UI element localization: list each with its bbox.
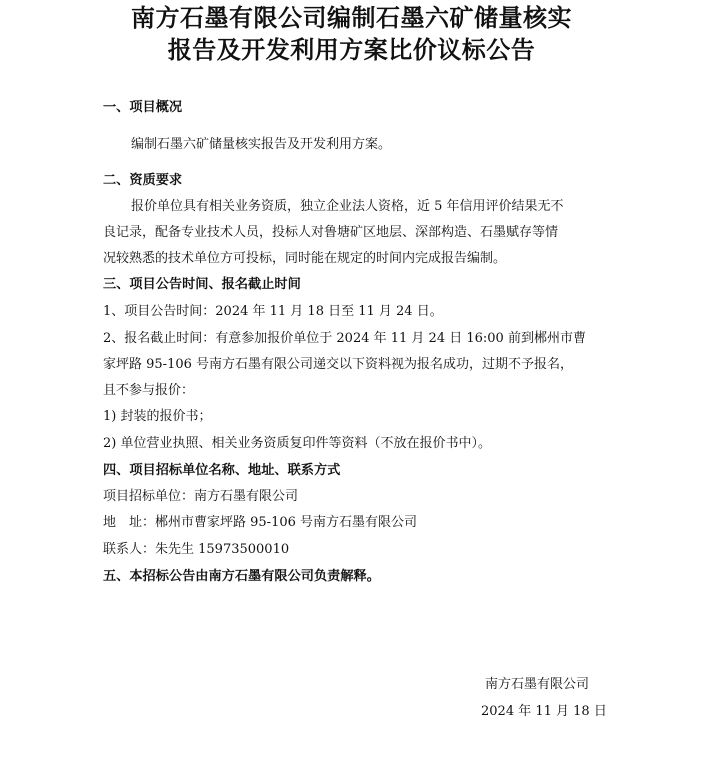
section-4-unit: 项目招标单位：南方石墨有限公司	[103, 489, 299, 504]
section-2-line-3: 况较熟悉的技术单位方可投标，同时能在规定的时间内完成报告编制。	[103, 251, 507, 266]
title-line-2: 报告及开发利用方案比价议标公告	[167, 36, 536, 64]
section-3-sub-1: 1) 封装的报价书；	[103, 409, 212, 424]
section-3-item-2-line-3: 且不参与报价：	[103, 383, 195, 398]
section-4-heading: 四、项目招标单位名称、地址、联系方式	[103, 463, 341, 478]
section-2-line-2: 良记录，配备专业技术人员，投标人对鲁塘矿区地层、深部构造、石墨赋存等情	[103, 225, 559, 240]
section-4-contact: 联系人：朱先生 15973500010	[103, 542, 290, 557]
signature-company: 南方石墨有限公司	[485, 677, 590, 692]
section-3-item-1: 1、项目公告时间：2024 年 11 月 18 日至 11 月 24 日。	[103, 304, 443, 319]
section-2-heading: 二、资质要求	[103, 173, 183, 188]
section-3-heading: 三、项目公告时间、报名截止时间	[103, 277, 301, 292]
section-1-heading: 一、项目概况	[103, 100, 183, 115]
title-line-1: 南方石墨有限公司编制石墨六矿储量核实	[131, 4, 572, 32]
section-4-address: 地 址：郴州市曹家坪路 95-106 号南方石墨有限公司	[103, 515, 418, 530]
section-1-text: 编制石墨六矿储量核实报告及开发利用方案。	[131, 137, 392, 152]
section-3-item-2-line-2: 家坪路 95-106 号南方石墨有限公司递交以下资料视为报名成功，过期不予报名，	[103, 357, 574, 372]
section-3-sub-2: 2) 单位营业执照、相关业务资质复印件等资料（不放在报价书中）。	[103, 436, 491, 451]
section-5-heading: 五、本招标公告由南方石墨有限公司负责解释。	[103, 569, 380, 584]
signature-date: 2024 年 11 月 18 日	[481, 704, 607, 719]
section-2-line-1: 报价单位具有相关业务资质，独立企业法人资格，近 5 年信用评价结果无不	[131, 199, 564, 214]
section-3-item-2-line-1: 2、报名截止时间：有意参加报价单位于 2024 年 11 月 24 日 16:00 前到郴州市曹	[103, 331, 586, 346]
